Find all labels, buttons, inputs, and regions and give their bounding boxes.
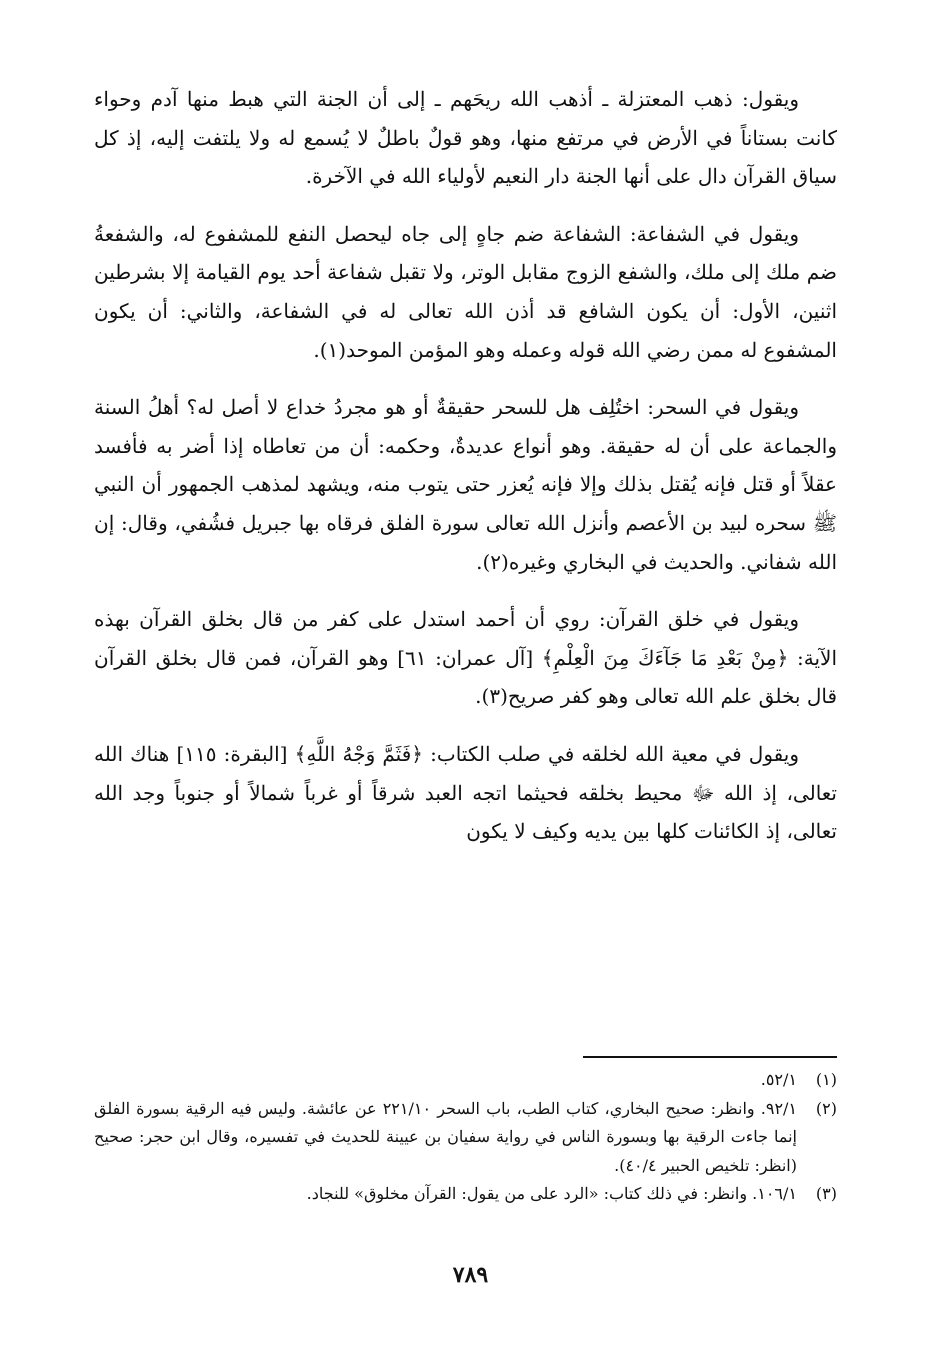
paragraph-shafaa: ويقول في الشفاعة: الشفاعة ضم جاهٍ إلى جاه ليحصل النفع للمشفوع له، والشفعةُ ضم ملك إلى ملك، والشفع الزوج مقابل الوتر، ولا تقبل شفاعة أحد يوم القيامة إلا بشرطين اثنين، الأول: أن يكون الشافع قد أذن الله تعالى له في الشفاعة، والثاني: أن يكون المشفوع له ممن رضي الله قوله وعمله وهو المؤمن الموحد(١).	[94, 221, 837, 362]
footnote-number: (٢)	[815, 1098, 837, 1118]
footnote	[94, 1066, 837, 1095]
footnote-text: ١٠٦/١. وانظر: في ذلك كتاب: «الرد على من يقول: القرآن مخلوق» للنجاد.	[306, 1184, 797, 1203]
footnote	[94, 1180, 837, 1209]
paragraph-khalq-quran: ويقول في خلق القرآن: روي أن أحمد استدل على كفر من قال بخلق القرآن بهذه الآية: ﴿مِنْ بَعْدِ مَا جَآءَكَ مِنَ الْعِلْمِ﴾ [آل عمران: ٦١] وهو القرآن، فمن قال بخلق القرآن قال بخلق علم الله تعالى وهو كفر صريح(٣).	[94, 607, 838, 709]
paragraph-sihr: ويقول في السحر: اختُلِف هل للسحر حقيقةٌ أو هو مجردُ خداع لا أصل له؟ أهلُ السنة والجماعة على أن له حقيقة. وهو أنواع عديدةٌ، وحكمه: أن من تعاطاه إذا أضر به فأفسد عقلاً أو قتل فإنه يُقتل بذلك وإلا فإنه يُعزر حتى يتوب منه، ويشهد لمذهب الجمهور أن النبي ﷺ سحره لبيد بن الأعصم وأنزل الله تعالى سورة الفلق فرقاه بها جبريل فشُفي، وقال: إن الله شفاني. والحديث في البخاري وغيره(٢).	[94, 395, 837, 574]
footnote-divider	[583, 1056, 837, 1058]
page-number: ٧٨٩	[452, 1262, 489, 1288]
footnote	[94, 1095, 837, 1181]
paragraph-maiyya: ويقول في معية الله لخلقه في صلب الكتاب: ﴿فَثَمَّ وَجْهُ اللَّهِ﴾ [البقرة: ١١٥] هناك الله تعالى، إذ الله ﷻ محيط بخلقه فحيثما اتجه العبد شرقاً أو غرباً شمالاً أو جنوباً وجد الله تعالى، إذ الكائنات كلها بين يديه وكيف لا يكون	[94, 741, 837, 844]
footnotes	[94, 1066, 837, 1209]
footnote-text: ٥٢/١.	[760, 1070, 797, 1089]
paragraph-jannah: ويقول: ذهب المعتزلة ـ أذهب الله ريحَهم ـ إلى أن الجنة التي هبط منها آدم وحواء كانت بستاناً في الأرض في مرتفع منها، وهو قولٌ باطلٌ لا يُسمع له ولا يلتفت إليه، إذ كل سياق القرآن دال على أنها الجنة دار النعيم لأولياء الله في الآخرة.	[94, 87, 837, 189]
footnote-number: (١)	[815, 1070, 837, 1089]
footnote-text: ٩٢/١. وانظر: صحيح البخاري، كتاب الطب، باب السحر ٢٢١/١٠ عن عائشة. وليس فيه الرقية بسورة الفلق إنما جاءت الرقية بها وبسورة الناس في رواية سفيان بن عيينة للحديث في تفسيره، وقال ابن حجر: صحيح (انظر: تلخيص الحبير ٤٠/٤).	[94, 1098, 798, 1175]
main-text	[94, 80, 837, 851]
footnote-number: (٣)	[815, 1184, 837, 1203]
